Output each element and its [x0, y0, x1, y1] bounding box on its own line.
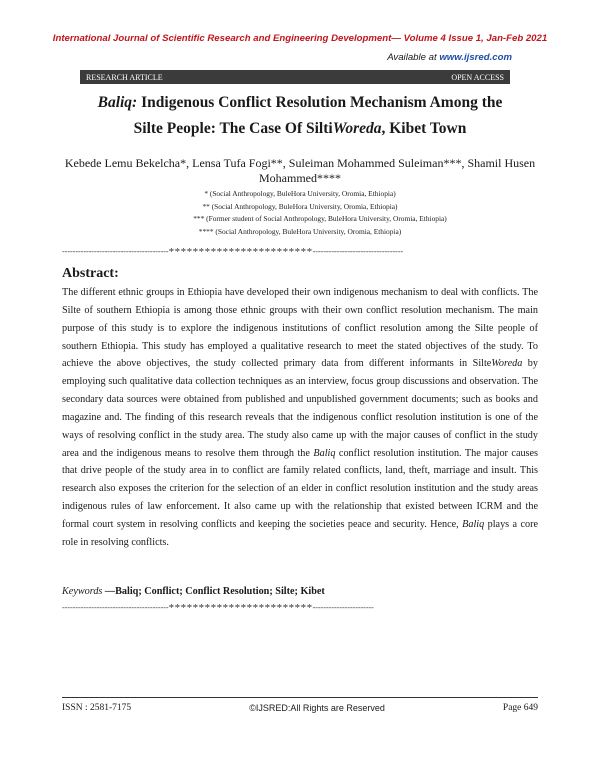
article-type: RESEARCH ARTICLE	[86, 72, 163, 82]
separator-top	[62, 246, 403, 258]
separator-dashes: ----------------------------------	[312, 247, 404, 256]
abstract-body	[62, 284, 538, 552]
separator-dashes: -----------------------	[312, 603, 374, 612]
title-italic-2: Woreda	[332, 120, 382, 137]
available-prefix: Available at	[387, 52, 437, 63]
abstract-italic: Baliq	[462, 518, 485, 530]
abstract-heading: Abstract:	[62, 266, 119, 281]
abstract-text: The different ethnic groups in Ethiopia have developed their own indigenous mechanism to deal with conflicts. The Silte of southern Ethiopia is among those ethnic groups with their own conflict resolution mechanism. The main purpose of this study is to explore the indigenous institutions of conflict resolution among the Silte people of southern Ethiopia. This study has employed a qualitative research to meet the stated objectives of the study. To achieve the above objectives, the study collected primary data from different informants in Silte	[62, 287, 538, 370]
article-type-bar	[80, 70, 510, 84]
keywords-text: —Baliq; Conflict; Conflict Resolution; Silte; Kibet	[102, 586, 325, 597]
footer-rule	[62, 697, 538, 698]
title-part-2: Silte People: The Case Of Silti	[133, 120, 333, 137]
abstract-text: plays a core role in resolving conflicts.	[62, 518, 539, 548]
issn: ISSN : 2581-7175	[62, 703, 132, 713]
separator-stars: ************************	[168, 246, 313, 258]
keywords-line	[62, 586, 325, 597]
page-footer	[62, 703, 538, 713]
journal-url-link[interactable]: www.ijsred.com	[439, 52, 512, 63]
abstract-italic: Woreda	[491, 358, 523, 370]
author-list: Kebede Lemu Bekelcha*, Lensa Tufa Fogi**, Suleiman Mohammed Suleiman***, Shamil Husen Mohammed****	[64, 156, 536, 185]
keywords-label: Keywords	[62, 586, 103, 597]
journal-header: International Journal of Scientific Research and Engineering Development— Volume 4 Issue 1, Jan-Feb 2021	[52, 33, 548, 44]
affiliation: * (Social Anthropology, BuleHora University, Oromia, Ethiopia)	[204, 189, 396, 198]
title-part-1: Indigenous Conflict Resolution Mechanism Among the	[137, 94, 503, 111]
separator-stars: ************************	[168, 602, 313, 614]
affiliation: *** (Former student of Social Anthropology, BuleHora University, Oromia, Ethiopia)	[193, 214, 447, 223]
page-number: Page 649	[502, 703, 538, 713]
affiliation: ** (Social Anthropology, BuleHora University, Oromia, Ethiopia)	[202, 201, 398, 211]
affiliation: **** (Social Anthropology, BuleHora University, Oromia, Ethiopia)	[198, 226, 402, 236]
title-part-2-end: , Kibet Town	[381, 120, 467, 137]
copyright: ©IJSRED:All Rights are Reserved	[249, 703, 385, 713]
separator-dashes: ----------------------------------------	[62, 247, 169, 256]
availability-line	[387, 52, 512, 63]
title-italic-1: Baliq:	[97, 94, 138, 111]
abstract-text: by employing such qualitative data collection techniques as an interview, focus group discussions and observation. The secondary data sources were obtained from published and unpublished government documents; such as books and magazine and. The finding of this research reveals that the indigenous conflict resolution institution is one of the ways of resolving conflict in the study area. The study also came up with the major causes of conflict in the study area and the indigenous means to resolve them through the	[62, 358, 538, 459]
affiliations	[0, 188, 600, 238]
access-type: OPEN ACCESS	[451, 72, 504, 82]
paper-title	[60, 90, 540, 142]
abstract-text: conflict resolution institution. The major causes that drive people of the study area in to conflict are family related conflicts, land, theft, marriage and insult. This research also exposes the criterion for the selection of an elder in conflict resolution institution and the study areas indigenous rules of law enforcement. It also came up with the relationship that existed between ICRM and the formal court system in resolving conflicts and keeping the societies peace and security. Hence,	[62, 447, 539, 530]
abstract-italic: Baliq	[313, 447, 336, 459]
separator-dashes: ----------------------------------------	[62, 603, 169, 612]
separator-bottom	[62, 602, 374, 614]
